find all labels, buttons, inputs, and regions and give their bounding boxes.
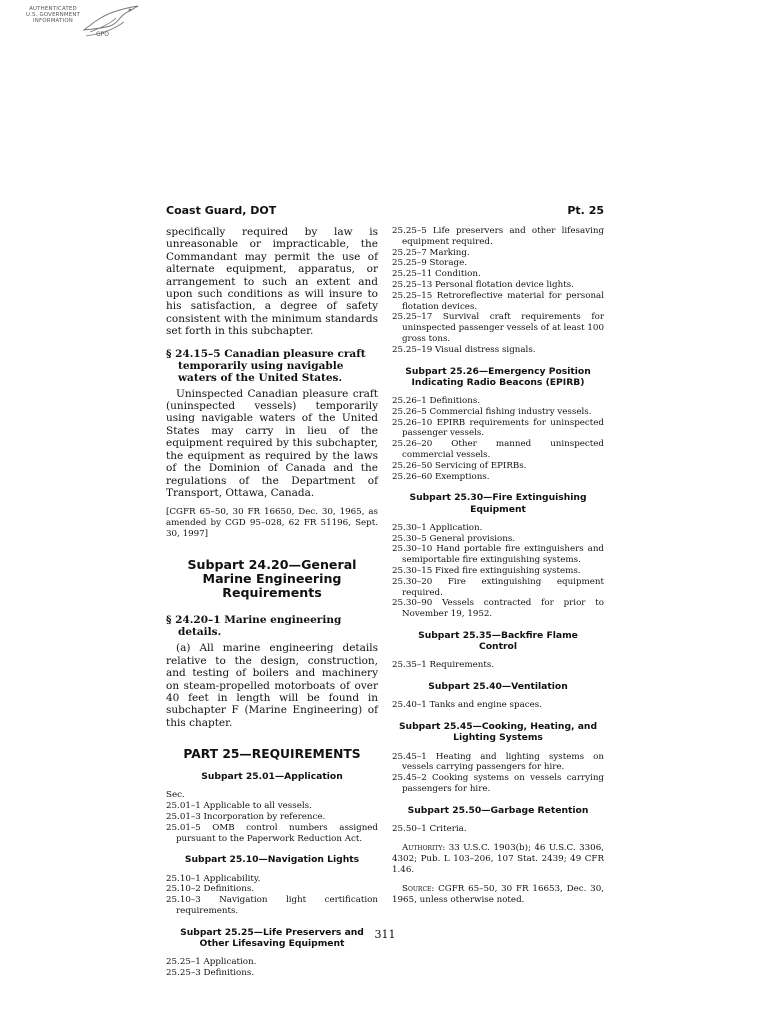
toc-item: 25.25–1 Application. (166, 957, 257, 968)
toc-item: 25.26–20 Other manned uninspected commercial vessels. (392, 439, 604, 460)
part-25-title: PART 25—REQUIREMENTS (183, 747, 361, 762)
section-body-24-15-5: Uninspected Canadian pleasure craft (uninspected vessels) temporarily using navigable waters of the United States may carry in lieu of the equipment required by this subchapter, the equipment as required by the laws of the Dominion of Canada and the regulations of the Department of Transport, Ottawa, Canada. (166, 387, 378, 499)
subpart-25-40-heading: Subpart 25.40—Ventilation (428, 681, 568, 693)
toc-item: 25.26–60 Exemptions. (392, 471, 490, 482)
toc-item: 25.40–1 Tanks and engine spaces. (392, 700, 542, 711)
toc-item: 25.10–3 Navigation light certification requirements. (166, 895, 378, 916)
header-agency: Coast Guard, DOT (166, 204, 277, 217)
toc-item: 25.30–20 Fire extinguishing equipment required. (392, 576, 604, 598)
toc-item: 25.25–7 Marking. (392, 247, 470, 258)
toc-item: 25.30–10 Hand portable fire extinguishers and semiportable fire extinguishing systems. (392, 544, 604, 566)
toc-item: 25.25–3 Definitions. (166, 967, 255, 978)
toc-item: 25.45–2 Cooking systems on vessels carrying passengers for hire. (392, 773, 604, 794)
section-heading-24-15-5: § 24.15–5 Canadian pleasure craft temporarily using navigable waters of the United States. (166, 347, 366, 384)
left-column (166, 226, 378, 979)
authority-note (392, 843, 604, 876)
gpo-text: GPO (96, 31, 109, 38)
toc-item: 25.25–5 Life preservers and other lifesaving equipment required. (392, 226, 604, 247)
subpart-25-45-heading: Subpart 25.45—Cooking, Heating, and Lighting Systems (398, 721, 598, 744)
logo-line: INFORMATION (33, 18, 73, 25)
toc-item: 25.26–50 Servicing of EPIRBs. (392, 460, 527, 471)
source-label: Source: (402, 883, 435, 894)
section-body-24-20-1: (a) All marine engineering details relative to the design, construction, and testing of boilers and machinery on steam-propelled motorboats of over 40 feet in length will be found in subchapter F (Marine Engineering) of this chapter. (166, 642, 378, 729)
source-note (392, 884, 604, 906)
toc-item: 25.26–10 EPIRB requirements for uninspected passenger vessels. (392, 417, 604, 439)
source-text: CGFR 65–50, 30 FR 16653, Dec. 30, 1965, unless otherwise noted. (392, 883, 604, 905)
header-part: Pt. 25 (567, 204, 604, 217)
gpo-authentication-logo (20, 4, 145, 44)
toc-item: 25.10–2 Definitions. (166, 884, 255, 895)
subpart-25-35-heading: Subpart 25.35—Backfire Flame Control (418, 629, 578, 653)
logo-line: U.S. GOVERNMENT (25, 12, 81, 19)
intro-paragraph: specifically required by law is unreasonable or impracticable, the Commandant may permit the use of alternate equipment, apparatus, or arrangement to such an extent and upon such conditions as will insure to his satisfaction, a degree of safety consistent with the minimum standards set forth in this subchapter. (166, 226, 378, 338)
citation-24-15-5: [CGFR 65–50, 30 FR 16650, Dec. 30, 1965, as amended by CGD 95–028, 62 FR 51196, Sept. 30, 1997] (166, 507, 378, 540)
subpart-25-50-heading: Subpart 25.50—Garbage Retention (407, 804, 589, 816)
section-heading-24-20-1: § 24.20–1 Marine engineering details. (166, 614, 342, 639)
toc-item: 25.01–3 Incorporation by reference. (166, 811, 326, 822)
toc-item: 25.25–9 Storage. (392, 258, 467, 269)
logo-caption (20, 6, 86, 25)
toc-item: 25.26–1 Definitions. (392, 395, 481, 406)
subpart-25-25-heading: Subpart 25.25—Life Preservers and Other Lifesaving Equipment (180, 926, 364, 949)
toc-item: 25.30–15 Fixed fire extinguishing systems. (392, 565, 581, 576)
toc-item: 25.01–1 Applicable to all vessels. (166, 801, 312, 812)
subpart-25-10-heading: Subpart 25.10—Navigation Lights (184, 854, 360, 866)
right-column (392, 226, 604, 914)
toc-item: 25.26–5 Commercial fishing industry vessels. (392, 406, 592, 417)
authority-label: Authority: (402, 842, 446, 853)
toc-item: 25.25–19 Visual distress signals. (392, 344, 536, 355)
toc-item: 25.01–5 OMB control numbers assigned pursuant to the Paperwork Reduction Act. (166, 822, 378, 844)
subpart-25-30-heading: Subpart 25.30—Fire Extinguishing Equipment (409, 492, 587, 515)
authority-text: 33 U.S.C. 1903(b); 46 U.S.C. 3306, 4302; Pub. L 103–206, 107 Stat. 2439; 49 CFR 1.46. (392, 842, 604, 875)
subpart-25-26-heading: Subpart 25.26—Emergency Position Indicating Radio Beacons (EPIRB) (405, 365, 591, 388)
toc-item: 25.30–5 General provisions. (392, 533, 516, 544)
toc-item: 25.30–1 Application. (392, 522, 483, 533)
toc-item: 25.25–15 Retroreflective material for personal flotation devices. (392, 290, 604, 312)
toc-item: 25.30–90 Vessels contracted for prior to November 19, 1952. (392, 598, 604, 620)
running-header (166, 204, 604, 220)
logo-line: AUTHENTICATED (29, 6, 77, 12)
page-number: 311 (374, 928, 396, 941)
subpart-24-20-title: Subpart 24.20—General Marine Engineering Requirements (187, 557, 357, 601)
toc-item: 25.35–1 Requirements. (392, 660, 495, 671)
sec-label: Sec. (166, 790, 185, 801)
toc-item: 25.25–17 Survival craft requirements for uninspected passenger vessels of at least 100 gross tons. (392, 312, 604, 344)
toc-item: 25.45–1 Heating and lighting systems on vessels carrying passengers for hire. (392, 751, 604, 773)
toc-item: 25.50–1 Criteria. (392, 823, 467, 834)
eagle-icon (80, 4, 142, 40)
subpart-25-01-heading: Subpart 25.01—Application (201, 771, 343, 783)
toc-item: 25.10–1 Applicability. (166, 873, 261, 884)
toc-item: 25.25–13 Personal flotation device lights. (392, 279, 574, 290)
toc-item: 25.25–11 Condition. (392, 269, 481, 280)
